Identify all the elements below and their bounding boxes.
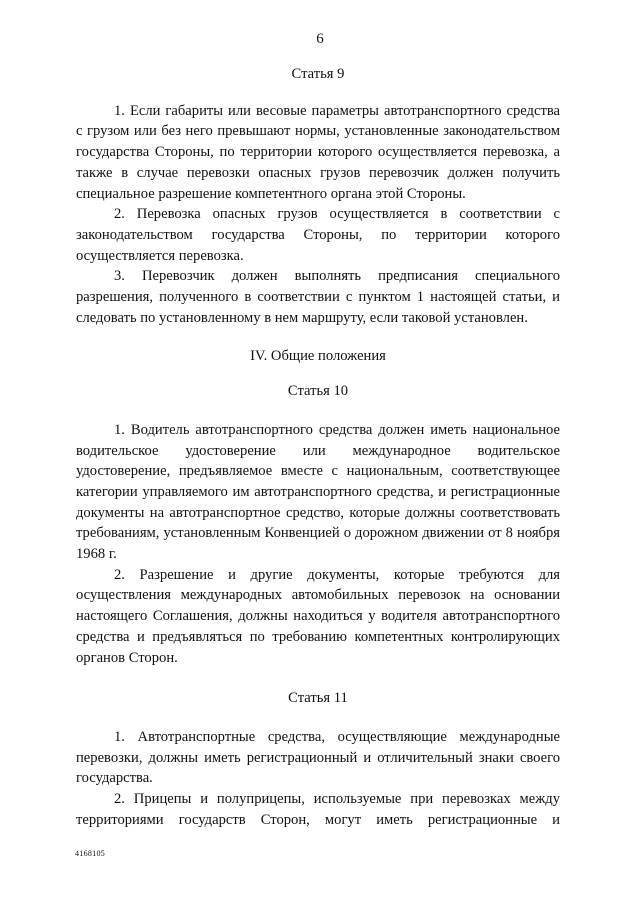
article-9-heading: Статья 9 bbox=[291, 66, 345, 82]
article-9-paragraph-1: 1. Если габариты или весовые параметры автотранспортного средства с грузом или без него превышают нормы, установленные законодательством государства Стороны, по территории которого осуществляется перевозка, а также в случае перевозки опасных грузов перевозчик должен получить специальное разрешение компетентного органа этой Стороны. bbox=[76, 102, 560, 202]
article-11-paragraph-2: 2. Прицепы и полуприцепы, используемые при перевозках между территориями государств Сторон, могут иметь регистрационные и bbox=[76, 791, 560, 828]
article-11-paragraph-1: 1. Автотранспортные средства, осуществляющие международные перевозки, должны иметь регистрационный и отличительный знаки своего государства. bbox=[76, 728, 560, 787]
section-4-heading: IV. Общие положения bbox=[250, 348, 386, 365]
article-9-paragraph-2: 2. Перевозка опасных грузов осуществляется в соответствии с законодательством государства Стороны, по территории которого осуществляется перевозка. bbox=[76, 206, 560, 264]
article-10-paragraph-2: 2. Разрешение и другие документы, которые требуются для осуществления международных автомобильных перевозок на основании настоящего Соглашения, должны находиться у водителя автотранспортного средства и предъявляться по требованию компетентных контролирующих органов Сторон. bbox=[76, 566, 560, 666]
article-9-paragraph-3: 3. Перевозчик должен выполнять предписания специального разрешения, полученного в соответствии с пунктом 1 настоящей статьи, и следовать по установленному в нем маршруту, если таковой установлен. bbox=[76, 268, 560, 326]
page-number: 6 bbox=[316, 31, 324, 47]
article-11-heading: Статья 11 bbox=[288, 690, 348, 707]
article-10-heading: Статья 10 bbox=[287, 383, 349, 400]
document-id: 4168105 bbox=[75, 849, 106, 858]
article-10-paragraph-1: 1. Водитель автотранспортного средства должен иметь национальное водительское удостоверение или международное водительское удостоверение, предъявляемое вместе с национальным, соответствующее категории управляемого им автотранспортного средства, и регистрационные документы на автотранспортное средство, которые должны соответствовать требованиям, установленным Конвенцией о дорожном движении от 8 ноября 1968 г. bbox=[76, 421, 560, 563]
document-body bbox=[76, 64, 560, 831]
